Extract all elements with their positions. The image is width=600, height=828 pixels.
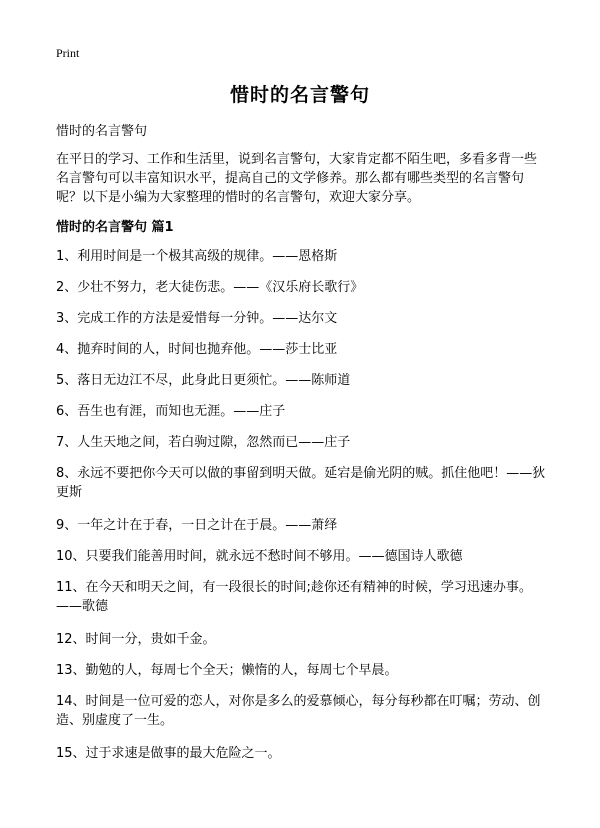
quote-list [56, 247, 548, 775]
quote-item: 15、过于求速是做事的最大危险之一。 [56, 746, 281, 761]
quote-item: 12、时间一分，贵如千金。 [56, 632, 216, 647]
page-title: 惜时的名言警句 [229, 84, 370, 106]
quote-item: 3、完成工作的方法是爱惜每一分钟。——达尔文 [56, 311, 338, 326]
intro-paragraph: 在平日的学习、工作和生活里，说到名言警句，大家肯定都不陌生吧，多看多背一些名言警句可以丰富知识水平，提高自己的文学修养。那么都有哪些类型的名言警句呢？以下是小编为大家整理的惜时的名言警句，欢迎大家分享。 [56, 152, 538, 205]
article-subtitle: 惜时的名言警句 [56, 124, 148, 139]
quote-item: 4、抛弃时间的人，时间也抛弃他。——莎士比亚 [56, 342, 338, 357]
quote-item: 9、一年之计在于春，一日之计在于晨。——萧绎 [56, 518, 338, 533]
section-heading: 惜时的名言警句 篇1 [56, 220, 174, 235]
quote-item: 14、时间是一位可爱的恋人，对你是多么的爱慕倾心，每分每秒都在叮嘱；劳动、创造、别虚度了一生。 [56, 694, 541, 728]
quote-item: 2、少壮不努力，老大徒伤悲。——《汉乐府长歌行》 [56, 280, 364, 295]
quote-item: 11、在今天和明天之间，有一段很长的时间;趁你还有精神的时候，学习迅速办事。——歌德 [56, 580, 532, 614]
quote-item: 5、落日无边江不尽，此身此日更须忙。——陈师道 [56, 373, 351, 388]
quote-item: 13、勤勉的人，每周七个全天；懒惰的人，每周七个早晨。 [56, 663, 398, 678]
quote-item: 7、人生天地之间，若白驹过隙，忽然而已——庄子 [56, 435, 351, 450]
quote-item: 6、吾生也有涯，而知也无涯。——庄子 [56, 404, 286, 419]
print-label[interactable]: Print [56, 46, 80, 60]
quote-item: 10、只要我们能善用时间，就永远不愁时间不够用。——德国诗人歌德 [56, 549, 463, 564]
quote-item: 1、利用时间是一个极其高级的规律。——恩格斯 [56, 249, 338, 264]
quote-item: 8、永远不要把你今天可以做的事留到明天做。延宕是偷光阴的贼。抓住他吧！——狄更斯 [56, 466, 546, 500]
